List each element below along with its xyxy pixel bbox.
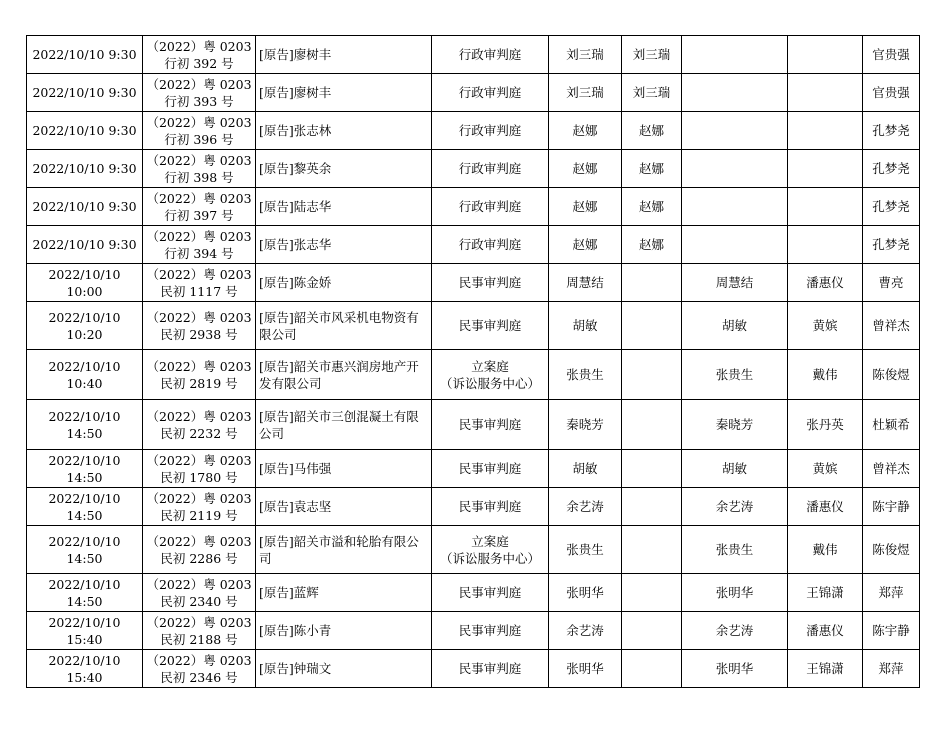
presiding-judge-name — [682, 150, 788, 188]
hearing-time: 2022/10/10 9:30 — [27, 74, 143, 112]
party-name: [原告]陆志华 — [256, 188, 432, 226]
table-row — [27, 488, 920, 526]
party-name: [原告]韶关市三创混凝土有限公司 — [256, 400, 432, 450]
case-number-line1: （2022）粤 0203 — [146, 358, 252, 374]
case-number-line1: （2022）粤 0203 — [146, 152, 252, 168]
second-judge-name: 赵娜 — [622, 150, 682, 188]
presiding-judge-name: 张贵生 — [682, 350, 788, 400]
court-division — [432, 302, 549, 350]
case-number-line2: 民初 1780 号 — [160, 469, 238, 485]
hearing-time: 2022/10/10 15:40 — [27, 612, 143, 650]
second-judge-name: 赵娜 — [622, 188, 682, 226]
case-number — [143, 526, 256, 574]
table-row — [27, 574, 920, 612]
court-division-line1: 行政审判庭 — [458, 199, 522, 214]
court-division — [432, 350, 549, 400]
case-number — [143, 112, 256, 150]
court-division-line1: 民事审判庭 — [458, 275, 522, 290]
court-division-line1: 民事审判庭 — [458, 499, 522, 514]
presiding-judge-name — [682, 226, 788, 264]
table-row — [27, 350, 920, 400]
case-number — [143, 36, 256, 74]
judge-name: 胡敏 — [549, 450, 622, 488]
judge-name: 赵娜 — [549, 150, 622, 188]
panel-member-name: 张丹英 — [788, 400, 863, 450]
case-number-line1: （2022）粤 0203 — [146, 614, 252, 630]
party-name: [原告]钟瑞文 — [256, 650, 432, 688]
table-body — [27, 36, 920, 688]
party-name: [原告]韶关市溢和轮胎有限公司 — [256, 526, 432, 574]
presiding-judge-name: 周慧结 — [682, 264, 788, 302]
table-row — [27, 450, 920, 488]
case-number — [143, 488, 256, 526]
case-number-line1: （2022）粤 0203 — [146, 228, 252, 244]
judge-name: 张明华 — [549, 574, 622, 612]
party-name: [原告]黎英余 — [256, 150, 432, 188]
case-number — [143, 302, 256, 350]
presiding-judge-name: 张明华 — [682, 574, 788, 612]
clerk-name: 孔梦尧 — [863, 112, 920, 150]
table-row — [27, 150, 920, 188]
case-number-line2: 民初 2938 号 — [160, 326, 238, 342]
clerk-name: 郑萍 — [863, 574, 920, 612]
clerk-name: 官贵强 — [863, 36, 920, 74]
judge-name: 刘三瑞 — [549, 74, 622, 112]
case-number — [143, 350, 256, 400]
judge-name: 赵娜 — [549, 112, 622, 150]
judge-name: 周慧结 — [549, 264, 622, 302]
case-number-line2: 行初 394 号 — [164, 245, 234, 261]
case-number-line1: （2022）粤 0203 — [146, 309, 252, 325]
court-division — [432, 400, 549, 450]
presiding-judge-name — [682, 112, 788, 150]
case-number-line2: 民初 2819 号 — [160, 375, 238, 391]
court-division-line2: （诉讼服务中心） — [439, 550, 540, 566]
table-row — [27, 400, 920, 450]
case-number-line1: （2022）粤 0203 — [146, 76, 252, 92]
clerk-name: 曾祥杰 — [863, 450, 920, 488]
hearing-time: 2022/10/10 14:50 — [27, 450, 143, 488]
panel-member-name: 王锦潇 — [788, 650, 863, 688]
hearing-time: 2022/10/10 9:30 — [27, 188, 143, 226]
judge-name: 赵娜 — [549, 188, 622, 226]
presiding-judge-name: 胡敏 — [682, 302, 788, 350]
panel-member-name — [788, 36, 863, 74]
case-number-line1: （2022）粤 0203 — [146, 266, 252, 282]
case-number-line2: 行初 397 号 — [164, 207, 234, 223]
case-number — [143, 264, 256, 302]
court-division — [432, 36, 549, 74]
panel-member-name — [788, 150, 863, 188]
case-number — [143, 226, 256, 264]
hearing-time: 2022/10/10 10:20 — [27, 302, 143, 350]
case-number-line1: （2022）粤 0203 — [146, 490, 252, 506]
party-name: [原告]袁志坚 — [256, 488, 432, 526]
case-number — [143, 574, 256, 612]
court-division-line1: 行政审判庭 — [458, 237, 522, 252]
court-division — [432, 188, 549, 226]
table-row — [27, 188, 920, 226]
panel-member-name: 黄嫔 — [788, 450, 863, 488]
court-division-line1: 行政审判庭 — [458, 123, 522, 138]
clerk-name: 孔梦尧 — [863, 188, 920, 226]
court-division — [432, 488, 549, 526]
table-row — [27, 526, 920, 574]
court-division-line1: 立案庭 — [471, 533, 509, 549]
hearing-time: 2022/10/10 10:00 — [27, 264, 143, 302]
case-number — [143, 188, 256, 226]
presiding-judge-name: 张贵生 — [682, 526, 788, 574]
party-name: [原告]蓝辉 — [256, 574, 432, 612]
panel-member-name: 黄嫔 — [788, 302, 863, 350]
court-division — [432, 226, 549, 264]
party-name: [原告]廖树丰 — [256, 36, 432, 74]
party-name: [原告]韶关市风采机电物资有限公司 — [256, 302, 432, 350]
clerk-name: 孔梦尧 — [863, 226, 920, 264]
table-row — [27, 74, 920, 112]
clerk-name: 孔梦尧 — [863, 150, 920, 188]
clerk-name: 曹亮 — [863, 264, 920, 302]
court-division-line2: （诉讼服务中心） — [439, 375, 540, 391]
hearing-time: 2022/10/10 9:30 — [27, 150, 143, 188]
court-division-line1: 民事审判庭 — [458, 623, 522, 638]
court-division-line1: 行政审判庭 — [458, 161, 522, 176]
hearing-time: 2022/10/10 14:50 — [27, 400, 143, 450]
case-number-line1: （2022）粤 0203 — [146, 114, 252, 130]
table-row — [27, 650, 920, 688]
clerk-name: 郑萍 — [863, 650, 920, 688]
table-row — [27, 612, 920, 650]
second-judge-name — [622, 400, 682, 450]
case-number-line2: 民初 2188 号 — [160, 631, 238, 647]
case-number-line1: （2022）粤 0203 — [146, 408, 252, 424]
case-number-line1: （2022）粤 0203 — [146, 190, 252, 206]
panel-member-name: 潘惠仪 — [788, 488, 863, 526]
case-number-line2: 行初 396 号 — [164, 131, 234, 147]
court-division-line1: 立案庭 — [471, 358, 509, 374]
presiding-judge-name: 胡敏 — [682, 450, 788, 488]
second-judge-name — [622, 488, 682, 526]
party-name: [原告]马伟强 — [256, 450, 432, 488]
court-division-line1: 行政审判庭 — [458, 85, 522, 100]
judge-name: 胡敏 — [549, 302, 622, 350]
case-number-line2: 民初 1117 号 — [160, 283, 238, 299]
presiding-judge-name: 张明华 — [682, 650, 788, 688]
panel-member-name — [788, 112, 863, 150]
court-division — [432, 264, 549, 302]
case-number-line1: （2022）粤 0203 — [146, 38, 252, 54]
second-judge-name — [622, 450, 682, 488]
hearing-time: 2022/10/10 15:40 — [27, 650, 143, 688]
panel-member-name: 潘惠仪 — [788, 264, 863, 302]
case-number-line2: 行初 393 号 — [164, 93, 234, 109]
case-number — [143, 74, 256, 112]
clerk-name: 杜颖希 — [863, 400, 920, 450]
party-name: [原告]陈小青 — [256, 612, 432, 650]
presiding-judge-name: 余艺涛 — [682, 612, 788, 650]
panel-member-name: 戴伟 — [788, 350, 863, 400]
second-judge-name — [622, 574, 682, 612]
court-division — [432, 526, 549, 574]
clerk-name: 陈俊煜 — [863, 350, 920, 400]
panel-member-name: 潘惠仪 — [788, 612, 863, 650]
panel-member-name — [788, 74, 863, 112]
panel-member-name: 戴伟 — [788, 526, 863, 574]
court-division — [432, 450, 549, 488]
second-judge-name — [622, 612, 682, 650]
case-number-line1: （2022）粤 0203 — [146, 652, 252, 668]
presiding-judge-name — [682, 74, 788, 112]
hearing-time: 2022/10/10 14:50 — [27, 488, 143, 526]
case-number-line2: 行初 392 号 — [164, 55, 234, 71]
case-number-line1: （2022）粤 0203 — [146, 452, 252, 468]
case-number — [143, 612, 256, 650]
clerk-name: 陈宇静 — [863, 612, 920, 650]
table-row — [27, 112, 920, 150]
case-number-line2: 行初 398 号 — [164, 169, 234, 185]
second-judge-name — [622, 650, 682, 688]
second-judge-name: 刘三瑞 — [622, 36, 682, 74]
court-division-line1: 民事审判庭 — [458, 417, 522, 432]
panel-member-name — [788, 188, 863, 226]
clerk-name: 曾祥杰 — [863, 302, 920, 350]
judge-name: 余艺涛 — [549, 488, 622, 526]
party-name: [原告]张志华 — [256, 226, 432, 264]
second-judge-name: 赵娜 — [622, 226, 682, 264]
hearing-time: 2022/10/10 9:30 — [27, 226, 143, 264]
party-name: [原告]陈金娇 — [256, 264, 432, 302]
case-number — [143, 150, 256, 188]
second-judge-name — [622, 264, 682, 302]
court-division-line1: 行政审判庭 — [458, 47, 522, 62]
clerk-name: 陈宇静 — [863, 488, 920, 526]
case-number-line1: （2022）粤 0203 — [146, 533, 252, 549]
second-judge-name — [622, 526, 682, 574]
court-division-line1: 民事审判庭 — [458, 661, 522, 676]
presiding-judge-name — [682, 188, 788, 226]
court-division — [432, 574, 549, 612]
party-name: [原告]张志林 — [256, 112, 432, 150]
hearing-schedule-table — [26, 35, 920, 688]
second-judge-name — [622, 302, 682, 350]
court-division-line1: 民事审判庭 — [458, 461, 522, 476]
case-number-line1: （2022）粤 0203 — [146, 576, 252, 592]
case-number-line2: 民初 2346 号 — [160, 669, 238, 685]
case-number — [143, 650, 256, 688]
case-number-line2: 民初 2286 号 — [160, 550, 238, 566]
case-number — [143, 450, 256, 488]
court-division-line1: 民事审判庭 — [458, 585, 522, 600]
presiding-judge-name: 余艺涛 — [682, 488, 788, 526]
presiding-judge-name — [682, 36, 788, 74]
court-division — [432, 650, 549, 688]
clerk-name: 官贵强 — [863, 74, 920, 112]
court-division — [432, 112, 549, 150]
court-division-line1: 民事审判庭 — [458, 318, 522, 333]
case-number-line2: 民初 2340 号 — [160, 593, 238, 609]
table-row — [27, 226, 920, 264]
hearing-time: 2022/10/10 9:30 — [27, 112, 143, 150]
hearing-time: 2022/10/10 14:50 — [27, 526, 143, 574]
hearing-time: 2022/10/10 10:40 — [27, 350, 143, 400]
court-division — [432, 612, 549, 650]
presiding-judge-name: 秦晓芳 — [682, 400, 788, 450]
judge-name: 刘三瑞 — [549, 36, 622, 74]
hearing-time: 2022/10/10 14:50 — [27, 574, 143, 612]
party-name: [原告]韶关市惠兴润房地产开发有限公司 — [256, 350, 432, 400]
second-judge-name — [622, 350, 682, 400]
case-number — [143, 400, 256, 450]
judge-name: 秦晓芳 — [549, 400, 622, 450]
table-row — [27, 36, 920, 74]
judge-name: 张贵生 — [549, 350, 622, 400]
second-judge-name: 刘三瑞 — [622, 74, 682, 112]
clerk-name: 陈俊煜 — [863, 526, 920, 574]
court-division — [432, 74, 549, 112]
judge-name: 余艺涛 — [549, 612, 622, 650]
court-division — [432, 150, 549, 188]
case-number-line2: 民初 2232 号 — [160, 425, 238, 441]
panel-member-name — [788, 226, 863, 264]
judge-name: 张明华 — [549, 650, 622, 688]
table-row — [27, 302, 920, 350]
party-name: [原告]廖树丰 — [256, 74, 432, 112]
case-number-line2: 民初 2119 号 — [160, 507, 238, 523]
table-row — [27, 264, 920, 302]
hearing-time: 2022/10/10 9:30 — [27, 36, 143, 74]
judge-name: 张贵生 — [549, 526, 622, 574]
panel-member-name: 王锦潇 — [788, 574, 863, 612]
second-judge-name: 赵娜 — [622, 112, 682, 150]
judge-name: 赵娜 — [549, 226, 622, 264]
